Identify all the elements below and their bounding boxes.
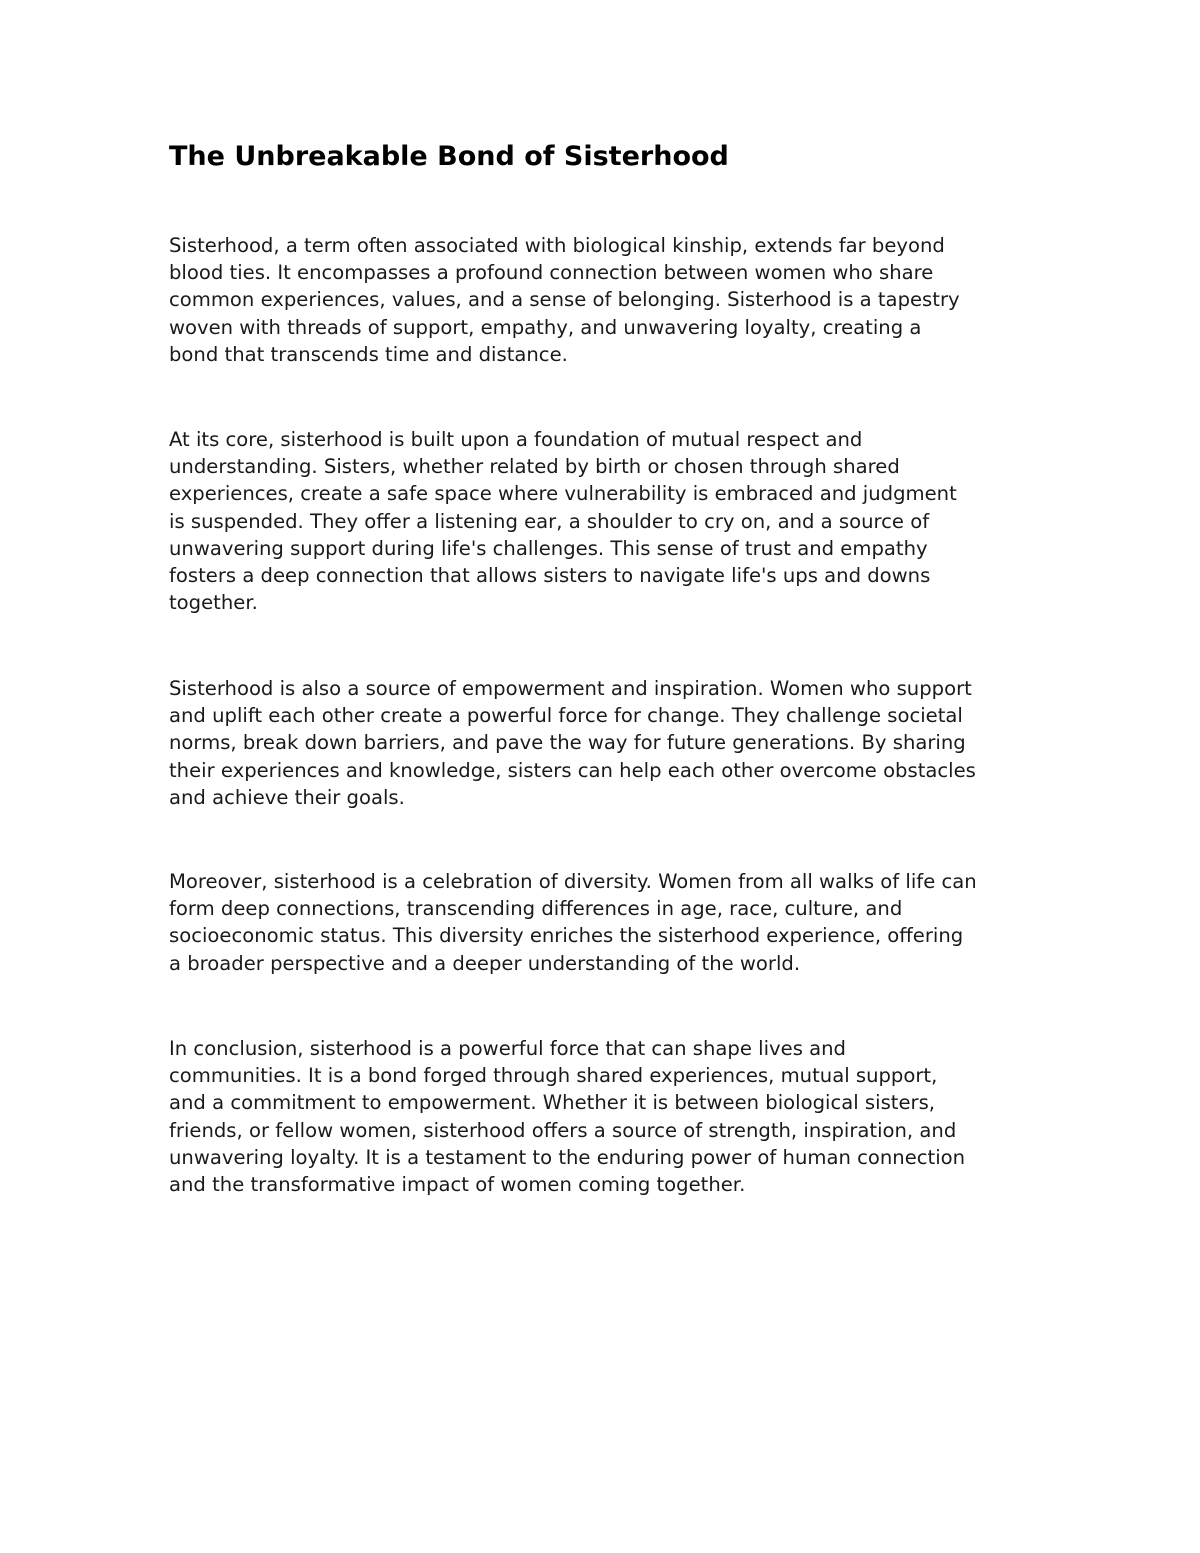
paragraph-line: norms, break down barriers, and pave the way for future generations. By sharing <box>169 731 966 755</box>
paragraph-1 <box>169 232 960 368</box>
paragraph-line: Sisterhood is also a source of empowerment and inspiration. Women who support <box>169 677 972 700</box>
paragraph-line: In conclusion, sisterhood is a powerful force that can shape lives and <box>169 1037 846 1060</box>
paragraph-2 <box>169 426 957 616</box>
paragraph-line: blood ties. It encompasses a profound connection between women who share <box>169 261 934 285</box>
paragraph-line: socioeconomic status. This diversity enriches the sisterhood experience, offering <box>169 924 964 948</box>
paragraph-line: common experiences, values, and a sense of belonging. Sisterhood is a tapestry <box>169 288 960 312</box>
paragraph-line: understanding. Sisters, whether related by birth or chosen through shared <box>169 455 900 479</box>
document-title: The Unbreakable Bond of Sisterhood <box>169 141 729 172</box>
paragraph-line: unwavering loyalty. It is a testament to the enduring power of human connection <box>169 1145 966 1169</box>
paragraph-line: bond that transcends time and distance. <box>169 342 568 366</box>
paragraph-line: fosters a deep connection that allows sisters to navigate life's ups and downs <box>169 564 931 588</box>
paragraph-line: is suspended. They offer a listening ear, a shoulder to cry on, and a source of <box>169 509 930 533</box>
paragraph-line: a broader perspective and a deeper understanding of the world. <box>169 951 801 975</box>
paragraph-line: form deep connections, transcending differences in age, race, culture, and <box>169 897 903 921</box>
paragraph-line: Moreover, sisterhood is a celebration of diversity. Women from all walks of life can <box>169 870 977 893</box>
paragraph-line: experiences, create a safe space where vulnerability is embraced and judgment <box>169 482 957 506</box>
paragraph-line: Sisterhood, a term often associated with biological kinship, extends far beyond <box>169 234 945 257</box>
paragraph-line: woven with threads of support, empathy, and unwavering loyalty, creating a <box>169 315 922 339</box>
paragraph-line: unwavering support during life's challenges. This sense of trust and empathy <box>169 536 928 560</box>
paragraph-line: At its core, sisterhood is built upon a foundation of mutual respect and <box>169 428 863 451</box>
paragraph-line: friends, or fellow women, sisterhood offers a source of strength, inspiration, and <box>169 1118 957 1142</box>
paragraph-line: and achieve their goals. <box>169 785 405 809</box>
paragraph-line: and a commitment to empowerment. Whether it is between biological sisters, <box>169 1091 936 1115</box>
paragraph-line: and the transformative impact of women coming together. <box>169 1173 746 1197</box>
paragraph-line: their experiences and knowledge, sisters can help each other overcome obstacles <box>169 758 976 782</box>
paragraph-4 <box>169 868 977 977</box>
paragraph-5 <box>169 1035 965 1198</box>
paragraph-line: and uplift each other create a powerful force for change. They challenge societal <box>169 704 963 728</box>
paragraph-3 <box>169 675 976 811</box>
paragraph-line: communities. It is a bond forged through shared experiences, mutual support, <box>169 1064 938 1088</box>
paragraph-line: together. <box>169 591 258 615</box>
